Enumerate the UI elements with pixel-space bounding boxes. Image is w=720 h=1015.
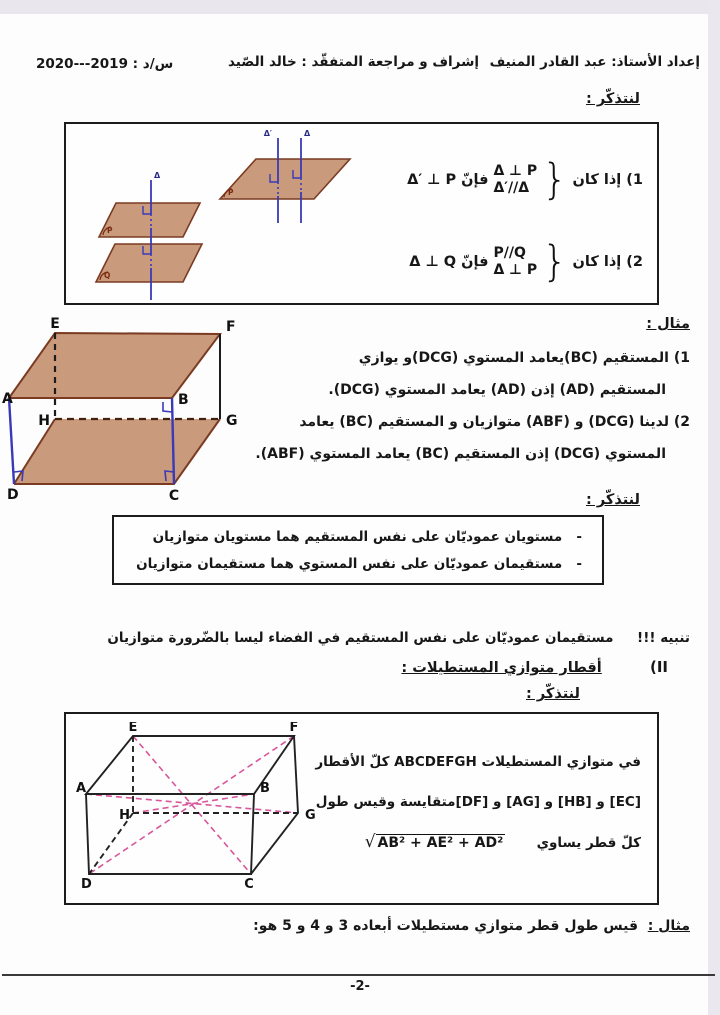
label-delta: Δ bbox=[304, 129, 311, 138]
example-1-line-3: 2) لدينا (DCG) و (ABF) متوازيان و المستقيم (BC) يعامد bbox=[299, 414, 690, 430]
diagonals-line-3 bbox=[341, 822, 641, 863]
vertex-label-F: F bbox=[289, 722, 299, 735]
cuboid-figure-2 bbox=[76, 722, 332, 900]
warning-text: مستقيمان عموديّان على نفس المستقيم في الفضاء ليسا بالضّرورة متوازيان bbox=[107, 630, 614, 646]
rule-2 bbox=[409, 237, 643, 287]
diagonal-HB bbox=[133, 794, 254, 813]
rule-1-then: فإنّ bbox=[461, 172, 489, 188]
label-plane-p2: P bbox=[107, 226, 113, 235]
rules-box bbox=[64, 122, 659, 305]
example-1-text bbox=[220, 342, 690, 470]
figure-plane-two-lines bbox=[220, 129, 350, 223]
label-delta-prime: Δ′ bbox=[263, 129, 272, 138]
label-delta-2: Δ bbox=[154, 171, 161, 180]
section-2-heading bbox=[401, 657, 668, 676]
reminder-box bbox=[112, 515, 604, 585]
vertex-label-G: G bbox=[226, 413, 238, 429]
example-1-heading: مثال : bbox=[646, 316, 690, 332]
diagonal-AG bbox=[86, 794, 298, 813]
plane-p1-shape bbox=[220, 159, 350, 199]
diagonals-box bbox=[64, 712, 659, 905]
rule-2-cond1: P//Q bbox=[493, 245, 526, 261]
rule-1-cond2: Δ′//Δ bbox=[493, 180, 530, 196]
cuboid2-right-edges bbox=[251, 736, 298, 874]
rule-1 bbox=[407, 155, 643, 205]
vertex-label-C: C bbox=[244, 877, 254, 892]
diagonals-line-1: في متوازي المستطيلات ABCDEFGH كلّ الأقطار bbox=[315, 754, 641, 770]
formula-radicand: AB² + AE² + AD² bbox=[377, 835, 504, 851]
vertex-label-F: F bbox=[226, 319, 236, 335]
diagonal-length-formula bbox=[364, 832, 506, 852]
cuboid-figure-1 bbox=[2, 316, 238, 506]
label-plane-q: Q bbox=[104, 271, 111, 280]
diagonals-line-2: [EC] و [HB] و [AG] و [DF]متقايسة وقيس طول bbox=[315, 794, 641, 810]
rule-1-conditions bbox=[493, 163, 537, 197]
reminder-bullet-2 bbox=[134, 551, 582, 578]
reminder-bullet-2-text: مستقيمان عموديّان على نفس المستوي هما مستقيمان متوازيان bbox=[136, 556, 563, 572]
footer-divider bbox=[2, 974, 715, 976]
planes-figure bbox=[72, 126, 412, 301]
rule-2-then: فإنّ bbox=[461, 254, 489, 270]
cuboid2-labels bbox=[76, 722, 316, 892]
vertex-label-E: E bbox=[128, 722, 138, 735]
cuboid1-edge-AD bbox=[9, 398, 14, 484]
reminder-bullet-1-text: مستويان عموديّان على نفس المستقيم هما مستويان متوازيان bbox=[152, 529, 563, 545]
reminder-bullet-1 bbox=[134, 524, 582, 551]
warning-line bbox=[107, 630, 690, 646]
sqrt-symbol: √ bbox=[364, 832, 376, 852]
vertex-label-B: B bbox=[260, 781, 270, 796]
vertex-label-B: B bbox=[178, 392, 189, 408]
example-2-label: مثال : bbox=[647, 918, 690, 934]
bullet-dash: - bbox=[576, 529, 582, 545]
remember-heading-2: لنتذكّر : bbox=[586, 492, 640, 508]
example-1-line-2: المستقيم (AD) إذن (AD) يعامد المستوي (DCG). bbox=[328, 382, 666, 398]
cuboid1-top-face bbox=[9, 333, 220, 398]
rule-2-result: Δ ⊥ Q bbox=[409, 254, 457, 270]
example-1-line-4: المستوي (DCG) إذن المستقيم (BC) يعامد المستوي (ABF). bbox=[255, 446, 666, 462]
header-prepared-by: إعداد الأستاذ: عبد القادر المنيف bbox=[489, 54, 700, 70]
rule-1-brace: } bbox=[542, 155, 568, 205]
example-2-text: قيس طول قطر متوازي مستطيلات أبعاده 3 و 4 و 5 هو: bbox=[253, 918, 638, 934]
header-supervision: إشراف و مراجعة المتفقّد : خالد الصّيد bbox=[228, 54, 479, 70]
vertex-label-G: G bbox=[305, 808, 316, 823]
vertex-label-E: E bbox=[50, 316, 60, 332]
remember-heading-3: لنتذكّر : bbox=[526, 686, 580, 702]
scan-margin-right bbox=[708, 0, 720, 1015]
diagonals-line-3-text: كلّ قطر يساوي bbox=[536, 835, 641, 851]
vertex-label-A: A bbox=[2, 391, 13, 407]
plane-p2-shape bbox=[99, 203, 200, 237]
plane-q-shape bbox=[96, 244, 202, 282]
rule-2-prefix: 2) إذا كان bbox=[572, 254, 643, 270]
vertex-label-D: D bbox=[81, 877, 92, 892]
vertex-label-A: A bbox=[76, 781, 87, 796]
scan-margin-top bbox=[0, 0, 720, 14]
warning-label: تنبيه !!! bbox=[637, 630, 690, 646]
remember-heading-1: لنتذكّر : bbox=[586, 91, 640, 107]
rule-1-cond1: Δ ⊥ P bbox=[493, 163, 538, 179]
section-2-title: أقطار متوازي المستطيلات : bbox=[401, 660, 602, 676]
rule-2-cond2: Δ ⊥ P bbox=[493, 262, 538, 278]
rule-1-result: Δ′ ⊥ P bbox=[407, 172, 457, 188]
vertex-label-D: D bbox=[7, 487, 19, 503]
diagonals-text bbox=[315, 742, 641, 863]
rule-2-conditions bbox=[493, 245, 537, 279]
bullet-dash: - bbox=[576, 556, 582, 572]
right-angle-mark-B bbox=[163, 402, 172, 412]
example-2-line bbox=[253, 918, 690, 934]
section-2-number: (II bbox=[649, 658, 668, 676]
figure-two-planes-one-line bbox=[96, 171, 202, 300]
page-number: -2- bbox=[350, 979, 370, 994]
rule-2-brace: } bbox=[542, 237, 568, 287]
vertex-label-H: H bbox=[119, 808, 130, 823]
label-plane-p1: P bbox=[228, 188, 234, 197]
vertex-label-H: H bbox=[38, 413, 50, 429]
example-1-line-1: 1) المستقيم (BC)يعامد المستوي (DCG)و يوازي bbox=[358, 350, 690, 366]
vertex-label-C: C bbox=[168, 488, 180, 504]
header-year: س/د : 2019---2020 bbox=[36, 56, 174, 72]
rule-1-prefix: 1) إذا كان bbox=[572, 172, 643, 188]
diagonal-FD bbox=[89, 736, 294, 874]
